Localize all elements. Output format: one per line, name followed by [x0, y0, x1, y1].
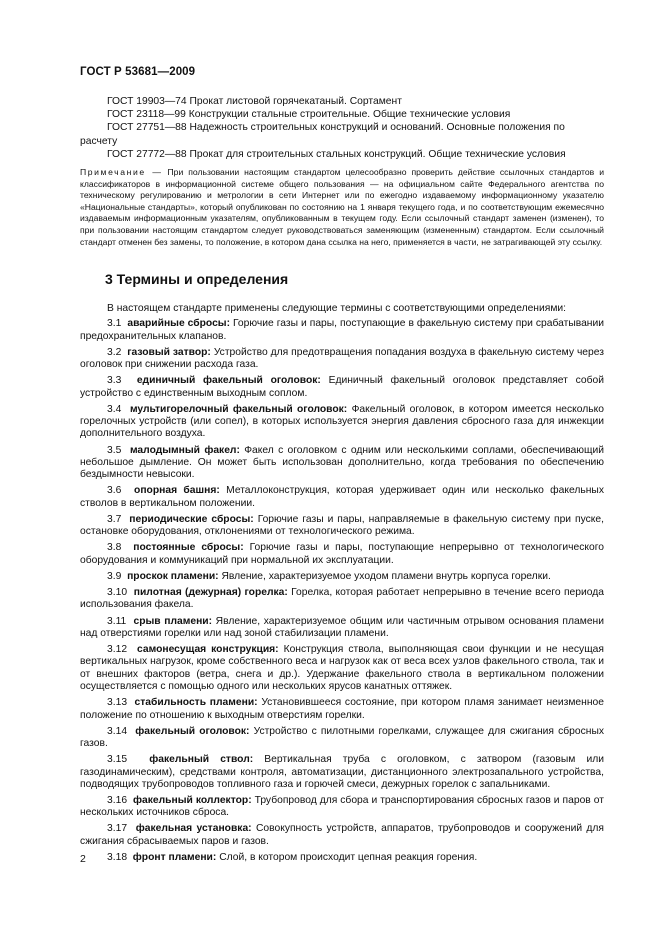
term-text: Трубопровод для сбора и транспортирования сбросных газов и паров от нескольких источников сброса.	[80, 794, 604, 819]
term-number: 3.1	[107, 318, 122, 330]
term-name: постоянные сбросы:	[133, 542, 244, 554]
term-number: 3.15	[107, 754, 128, 766]
section-title: 3 Термины и определения	[105, 271, 289, 287]
term-definition	[80, 726, 604, 751]
term-name: периодические сбросы:	[129, 513, 254, 525]
section-intro: В настоящем стандарте применены следующие термины с соответствующими определениями:	[107, 303, 567, 314]
term-name: газовый затвор:	[127, 346, 211, 358]
terms-list	[80, 303, 604, 868]
term-definition	[80, 318, 604, 343]
term-text: Горючие газы и пары, поступающие непрерывно от технологического оборудования и коммуникаций при нормальной их эксплуатации.	[80, 542, 604, 566]
note-text: При пользовании настоящим стандартом целесообразно проверить действие ссылочных стандартов и классификаторов в информационной системе общего пользования — на официальном сайте Федерального агентства по техническому регулированию и метрологии в сети Интернет или по ежегодно издаваемому информационному указателю «Национальные стандарты», который опубликован по состоянию на 1 января текущего года, и по соответствующим ежемесячно издаваемым информационным указателям, опубликованным в текущем году. Если ссылочный стандарт заменен (изменен), то при пользовании настоящим стандартом следует руководствоваться заменяющим (измененным) стандартом. Если ссылочный стандарт отменен без замены, то положение, в котором дана ссылка на него, применяется в части, не затрагивающей эту ссылку.	[80, 167, 604, 247]
term-definition	[80, 616, 604, 641]
term-definition	[80, 347, 604, 372]
term-definition	[80, 485, 604, 510]
term-name: опорная башня:	[134, 485, 220, 497]
term-name: малодымный факел:	[129, 444, 240, 456]
term-name: срыв пламени:	[133, 615, 213, 627]
term-text: Горючие газы и пары, поступающие в факельную систему при срабатывании предохранительных клапанов.	[80, 318, 604, 342]
term-text: Установившееся состояние, при котором пламя занимает неизменное положение по отношению к выходным отверстиям горелки.	[80, 697, 604, 721]
term-name: стабильность пламени:	[134, 697, 258, 709]
term-definition	[80, 571, 604, 583]
term-text: Металлоконструкция, которая удерживает один или несколько факельных стволов в вертикальном положении.	[80, 485, 604, 509]
term-name: мультигорелочный факельный оголовок:	[129, 403, 348, 415]
term-name: проскок пламени:	[127, 570, 219, 582]
term-number: 3.14	[107, 725, 128, 737]
term-name: самонесущая конструкция:	[137, 644, 279, 656]
term-number: 3.10	[107, 587, 128, 599]
term-definition	[80, 445, 604, 482]
term-text: Явление, характеризуемое общим или частичным отрывом основания пламени над отверстиями горелки или над зоной стабилизации пламени.	[80, 615, 604, 639]
term-number: 3.3	[107, 375, 122, 387]
term-number: 3.16	[107, 794, 128, 806]
term-definition	[80, 375, 604, 400]
term-number: 3.4	[107, 403, 122, 415]
term-number: 3.5	[107, 444, 122, 456]
term-number: 3.12	[107, 644, 128, 656]
term-name: единичный факельный оголовок:	[136, 375, 321, 387]
term-text: Совокупность устройств, аппаратов, трубопроводов и сооружений для сжигания сбрасываемых паров и газов.	[80, 823, 604, 847]
term-definition	[80, 404, 604, 441]
term-number: 3.7	[107, 513, 122, 525]
term-text: Факел с оголовком с одним или несколькими соплами, обеспечивающий небольшое дымление. Он может быть использован дополнительно, когда требования по обеспечению бездымности невысоки.	[80, 444, 604, 481]
term-name: пилотная (дежурная) горелка:	[133, 587, 288, 599]
term-text: Слой, в котором происходит цепная реакция горения.	[219, 851, 478, 863]
term-number: 3.11	[107, 615, 127, 627]
term-number: 3.8	[107, 542, 122, 554]
term-name: факельная установка:	[135, 823, 252, 835]
term-number: 3.6	[107, 485, 122, 497]
term-number: 3.13	[107, 697, 128, 709]
term-number: 3.18	[107, 851, 128, 863]
term-definition	[80, 823, 604, 848]
term-text: Единичный факельный оголовок представляет собой устройство с единственным выходным соплом.	[80, 375, 604, 399]
term-definition	[80, 754, 604, 791]
term-text: Устройство с пилотными горелками, служащее для сжигания сбросных газов.	[80, 725, 604, 750]
term-text: Устройство для предотвращения попадания воздуха в факельную систему через оголовок при снижении расхода газа.	[80, 346, 604, 371]
term-definition	[80, 795, 604, 820]
term-text: Горючие газы и пары, направляемые в факельную систему при пуске, остановке оборудования, отклонениями от технологического режима.	[80, 513, 604, 538]
term-text: Конструкция ствола, выполняющая свои функции и не несущая вертикальных нагрузок, кроме собственного веса и нагрузок как от веса всех узлов факельного ствола, так и от внешних факторов (ветра, снега и др.). Удержание факельного ствола в вертикальном положении осуществляется с помощью одного или нескольких ярусов канатных оттяжек.	[80, 644, 604, 693]
reference-item: ГОСТ 27772—88 Прокат для строительных стальных конструкций. Общие технические условия	[107, 148, 566, 160]
note-block	[80, 167, 604, 248]
term-definition	[80, 644, 604, 693]
term-name: аварийные сбросы:	[127, 318, 231, 330]
term-number: 3.2	[107, 346, 122, 358]
note-label: Примечание —	[80, 167, 163, 177]
document-header: ГОСТ Р 53681—2009	[80, 66, 196, 78]
term-text: Факельный оголовок, в котором имеется несколько горелочных устройств (или сопел), в которых используется энергия давления сбросного газа для инжекции дополнительного воздуха.	[80, 403, 605, 440]
normative-references	[80, 95, 604, 161]
term-definition	[80, 542, 604, 567]
reference-item: ГОСТ 23118—99 Конструкции стальные строительные. Общие технические условия	[107, 109, 511, 121]
term-number: 3.17	[107, 823, 128, 835]
term-text: Горелка, которая работает непрерывно в течение всего периода использования факела.	[80, 587, 604, 611]
term-name: фронт пламени:	[132, 851, 217, 863]
term-definition	[80, 697, 604, 722]
page-number: 2	[80, 853, 86, 865]
term-text: Вертикальная труба с оголовком, с затвором (газовым или газодинамическим), средствами контроля, автоматизации, дистанционного электрозапального устройства, подводящих трубопроводов топливного газа и горючей смеси, дежурных горелок с запальниками.	[80, 754, 604, 790]
term-name: факельный ствол:	[149, 754, 254, 766]
term-definition	[80, 587, 604, 612]
term-number: 3.9	[107, 570, 122, 582]
reference-item: ГОСТ 27751—88 Надежность строительных конструкций и оснований. Основные положения по расчету	[80, 122, 565, 147]
term-name: факельный оголовок:	[135, 725, 250, 737]
term-definition	[80, 514, 604, 539]
reference-item: ГОСТ 19903—74 Прокат листовой горячекатаный. Сортамент	[107, 96, 402, 107]
term-text: Явление, характеризуемое уходом пламени внутрь корпуса горелки.	[221, 570, 551, 582]
term-name: факельный коллектор:	[133, 794, 252, 806]
term-definition	[80, 852, 604, 864]
